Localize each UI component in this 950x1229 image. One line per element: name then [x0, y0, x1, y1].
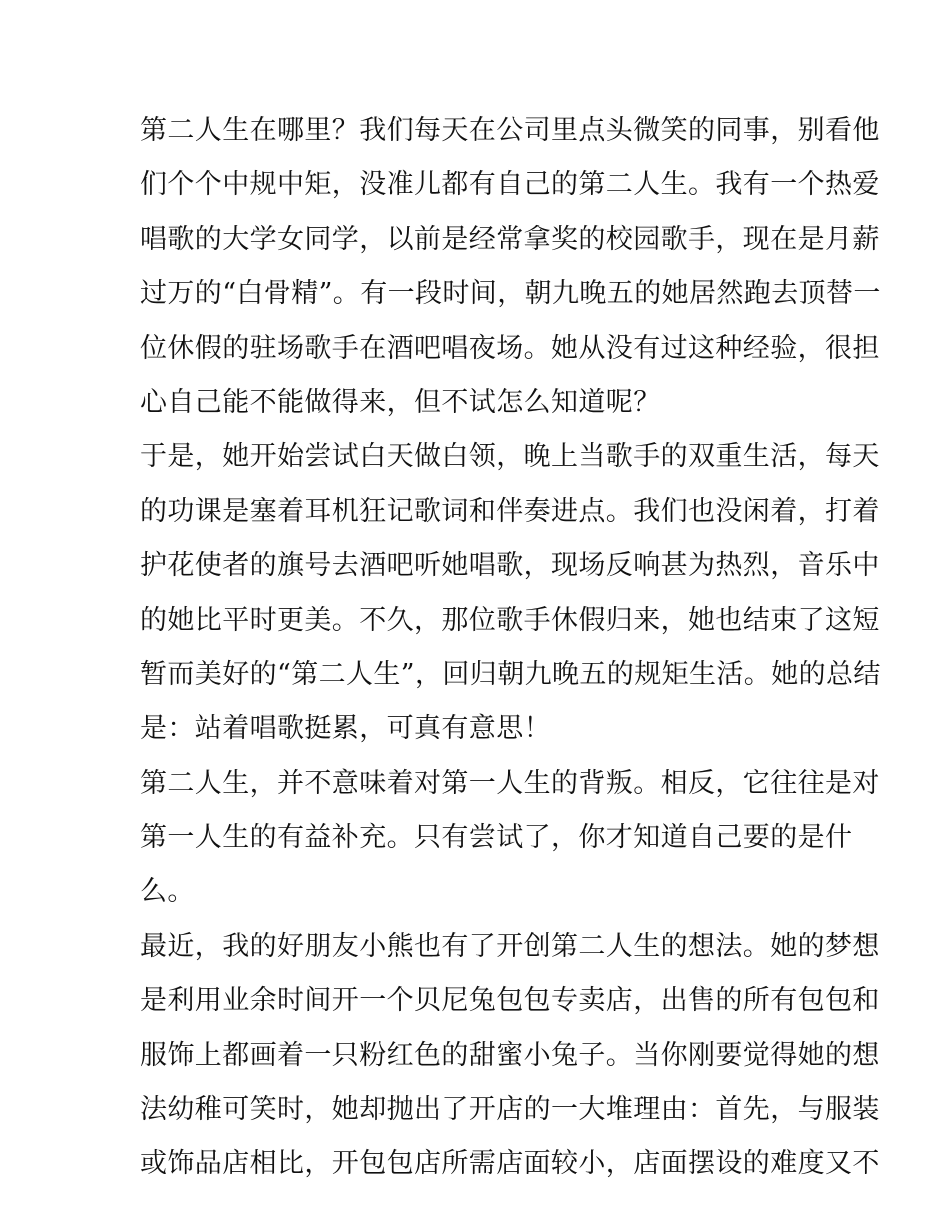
text-line: 服饰上都画着一只粉红色的甜蜜小兔子。当你刚要觉得她的想 [140, 1039, 880, 1071]
text-line: 法幼稚可笑时，她却抛出了开店的一大堆理由：首先，与服装 [140, 1094, 880, 1126]
paragraph-4 [140, 920, 880, 1192]
text-line: 于是，她开始尝试白天做白领，晚上当歌手的双重生活，每天 [140, 441, 880, 473]
text-line: 心自己能不能做得来，但不试怎么知道呢？ [140, 386, 661, 418]
paragraph-2 [140, 430, 881, 756]
text-line: 的她比平时更美。不久，那位歌手休假归来，她也结束了这短 [140, 604, 880, 636]
text-line: 或饰品店相比，开包包店所需店面较小，店面摆设的难度又不 [140, 1148, 880, 1180]
text-line: 是：站着唱歌挺累，可真有意思！ [140, 713, 551, 745]
text-line: 第二人生，并不意味着对第一人生的背叛。相反，它往往是对 [140, 767, 880, 799]
text-line: 唱歌的大学女同学，以前是经常拿奖的校园歌手，现在是月薪 [140, 223, 880, 255]
text-line: 么。 [140, 876, 195, 908]
text-line: 是利用业余时间开一个贝尼兔包包专卖店，出售的所有包包和 [140, 985, 880, 1017]
text-line: 第二人生在哪里？我们每天在公司里点头微笑的同事，别看他 [140, 115, 880, 146]
text-line: 护花使者的旗号去酒吧听她唱歌，现场反响甚为热烈，音乐中 [140, 550, 880, 582]
text-line: 位休假的驻场歌手在酒吧唱夜场。她从没有过这种经验，很担 [140, 332, 880, 364]
text-line: 最近，我的好朋友小熊也有了开创第二人生的想法。她的梦想 [140, 930, 880, 962]
paragraph-1 [140, 104, 881, 430]
text-line: 过万的“白骨精”。有一段时间，朝九晚五的她居然跑去顶替一 [140, 278, 881, 310]
article-body [140, 104, 881, 1192]
paragraph-3 [140, 757, 880, 920]
text-line: 暂而美好的“第二人生”，回归朝九晚五的规矩生活。她的总结 [140, 658, 881, 690]
text-line: 的功课是塞着耳机狂记歌词和伴奏进点。我们也没闲着，打着 [140, 495, 880, 527]
text-line: 第一人生的有益补充。只有尝试了，你才知道自己要的是什 [140, 822, 853, 854]
text-line: 们个个中规中矩，没准儿都有自己的第二人生。我有一个热爱 [140, 169, 880, 201]
